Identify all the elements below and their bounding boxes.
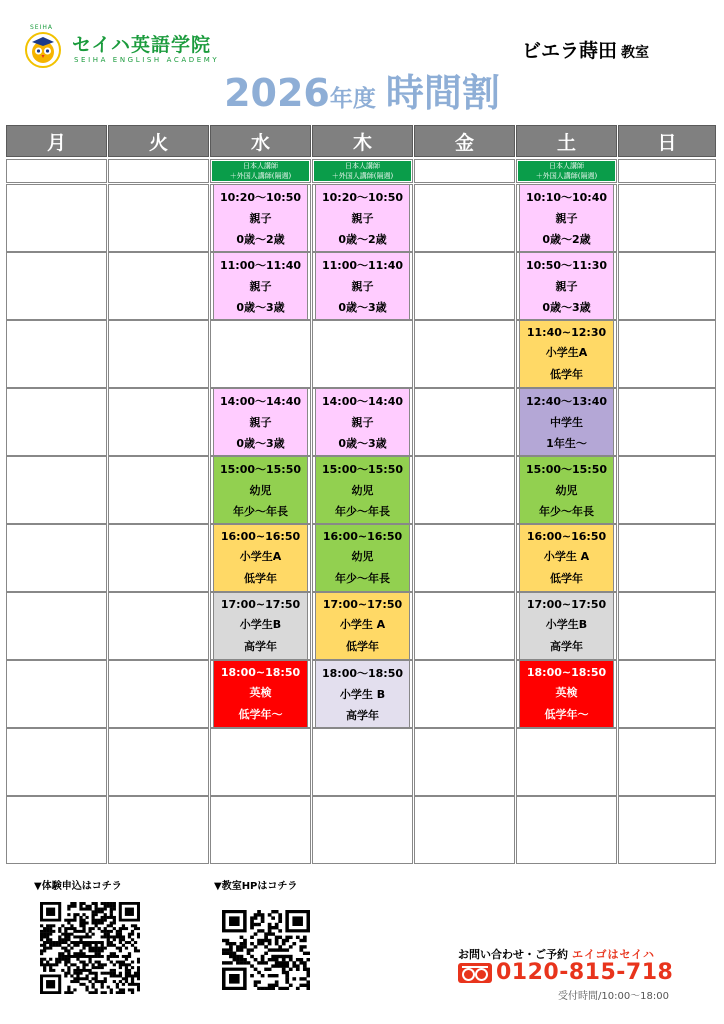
- teacher-tag-line2: ＋外国人講師(隔週): [331, 172, 394, 180]
- timetable-cell: [6, 252, 107, 320]
- class-slot[interactable]: [519, 456, 614, 524]
- timetable-cell: [414, 728, 515, 796]
- slot-age: 高学年: [346, 708, 379, 722]
- timetable-cell: [6, 456, 107, 524]
- title-nendo: 年度: [329, 86, 376, 112]
- contact-label: お問い合わせ・ご予約: [458, 948, 568, 961]
- timetable-cell: [6, 524, 107, 592]
- slot-age: 低学年: [550, 368, 583, 382]
- slot-time: 12:40～13:40: [525, 395, 608, 409]
- day-header: 木: [312, 125, 413, 157]
- slot-age: 低学年～: [544, 708, 589, 722]
- trial-qr-label: ▼体験申込はコチラ: [34, 881, 122, 892]
- timetable-cell: [210, 796, 311, 864]
- slot-age: 0歳～3歳: [236, 436, 285, 450]
- slot-time: 16:00~16:50: [322, 529, 403, 543]
- timetable-cell: [6, 184, 107, 252]
- slot-class: 幼児: [351, 483, 374, 497]
- slot-age: 0歳～2歳: [542, 232, 591, 246]
- timetable-cell: [618, 660, 716, 728]
- timetable-cell: [414, 184, 515, 252]
- timetable-cell: [108, 728, 209, 796]
- timetable-cell: [108, 184, 209, 252]
- catchphrase: エイゴはセイハ: [572, 948, 656, 961]
- slot-age: 1年生～: [546, 436, 587, 450]
- slot-age: 年少～年長: [539, 504, 594, 518]
- slot-age: 0歳～3歳: [338, 300, 387, 314]
- class-slot[interactable]: [519, 660, 614, 728]
- timetable-cell: [618, 456, 716, 524]
- phone-line[interactable]: [458, 960, 673, 985]
- slot-class: 小学生B: [545, 618, 588, 632]
- class-slot[interactable]: [213, 252, 308, 320]
- timetable-cell: [108, 524, 209, 592]
- class-slot[interactable]: [519, 252, 614, 320]
- teacher-tag-line2: ＋外国人講師(隔週): [229, 172, 292, 180]
- timetable-cell: [414, 456, 515, 524]
- slot-time: 11:00～11:40: [219, 259, 302, 273]
- class-slot[interactable]: [213, 524, 308, 592]
- class-slot[interactable]: [315, 592, 410, 660]
- timetable-cell: [312, 796, 413, 864]
- timetable-cell: [618, 320, 716, 388]
- timetable-cell: [312, 728, 413, 796]
- timetable-cell: [618, 728, 716, 796]
- timetable-cell: [108, 796, 209, 864]
- slot-time: 10:50～11:30: [525, 259, 608, 273]
- class-slot[interactable]: [213, 456, 308, 524]
- timetable-grid: [6, 125, 717, 865]
- title-year: 2026: [224, 71, 330, 115]
- slot-time: 15:00～15:50: [525, 463, 608, 477]
- slot-time: 16:00~16:50: [220, 529, 301, 543]
- logo-subtitle: SEIHA ENGLISH ACADEMY: [74, 56, 220, 64]
- timetable-cell: [618, 796, 716, 864]
- class-slot[interactable]: [519, 184, 614, 252]
- slot-time: 14:00～14:40: [219, 395, 302, 409]
- slot-class: 親子: [351, 415, 374, 429]
- day-header: 日: [618, 125, 716, 157]
- slot-time: 10:10～10:40: [525, 191, 608, 205]
- day-header: 金: [414, 125, 515, 157]
- timetable-cell: [414, 320, 515, 388]
- slot-time: 11:40~12:30: [526, 325, 607, 339]
- contact-block: [458, 946, 690, 1002]
- class-slot[interactable]: [213, 388, 308, 456]
- timetable-cell: [6, 388, 107, 456]
- timetable-cell: [108, 592, 209, 660]
- slot-class: 親子: [249, 211, 272, 225]
- class-slot[interactable]: [213, 592, 308, 660]
- day-header: 月: [6, 125, 107, 157]
- teacher-tag-cell: [108, 159, 209, 183]
- slot-age: 高学年: [244, 640, 277, 654]
- teacher-tag-line2: ＋外国人講師(隔週): [535, 172, 598, 180]
- teacher-tag-cell: [516, 159, 617, 183]
- slot-class: 幼児: [249, 483, 272, 497]
- slot-time: 14:00～14:40: [321, 395, 404, 409]
- timetable-cell: [6, 796, 107, 864]
- slot-class: 親子: [249, 279, 272, 293]
- qr-code-icon: [40, 902, 140, 994]
- timetable-cell: [516, 728, 617, 796]
- timetable-cell: [618, 524, 716, 592]
- class-slot[interactable]: [519, 524, 614, 592]
- slot-time: 15:00～15:50: [219, 463, 302, 477]
- class-slot[interactable]: [315, 660, 410, 728]
- class-slot[interactable]: [315, 456, 410, 524]
- class-slot[interactable]: [315, 388, 410, 456]
- class-slot[interactable]: [519, 320, 614, 388]
- teacher-tag-cell: [618, 159, 716, 183]
- teacher-tag-line1: 日本人講師: [345, 162, 380, 170]
- timetable-cell: [312, 320, 413, 388]
- timetable-cell: [108, 252, 209, 320]
- slot-time: 15:00～15:50: [321, 463, 404, 477]
- logo-top-text: SEIHA: [30, 24, 53, 31]
- slot-age: 低学年: [550, 572, 583, 586]
- day-header: 火: [108, 125, 209, 157]
- slot-age: 0歳～2歳: [338, 232, 387, 246]
- slot-age: 0歳～3歳: [542, 300, 591, 314]
- teacher-tag: [518, 161, 615, 181]
- class-slot[interactable]: [519, 388, 614, 456]
- free-dial-icon: [458, 963, 492, 983]
- day-header: 水: [210, 125, 311, 157]
- slot-time: 18:00～18:50: [321, 667, 404, 681]
- school-name: [522, 36, 649, 63]
- slot-class: 親子: [555, 211, 578, 225]
- slot-time: 17:00~17:50: [526, 597, 607, 611]
- slot-age: 低学年～: [238, 708, 283, 722]
- slot-time: 10:20～10:50: [321, 191, 404, 205]
- timetable-cell: [6, 728, 107, 796]
- logo-name: セイハ英語学院: [72, 34, 212, 56]
- title-text: 時間割: [385, 71, 500, 115]
- school-suffix: 教室: [621, 45, 650, 61]
- class-slot[interactable]: [315, 184, 410, 252]
- slot-age: 0歳～2歳: [236, 232, 285, 246]
- slot-age: 0歳～3歳: [236, 300, 285, 314]
- phone-number: 0120-815-718: [496, 960, 674, 985]
- reception-hours: 受付時間/10:00～18:00: [558, 991, 670, 1002]
- slot-time: 18:00~18:50: [526, 665, 607, 679]
- timetable-cell: [6, 320, 107, 388]
- trial-qr-code[interactable]: [40, 902, 140, 994]
- slot-class: 幼児: [351, 550, 374, 564]
- slot-age: 低学年: [346, 640, 379, 654]
- slot-age: 高学年: [550, 640, 583, 654]
- timetable-cell: [414, 660, 515, 728]
- slot-class: 英検: [555, 686, 578, 700]
- slot-time: 11:00～11:40: [321, 259, 404, 273]
- hp-qr-label: ▼教室HPはコチラ: [214, 881, 298, 892]
- timetable-cell: [108, 456, 209, 524]
- slot-age: 0歳～3歳: [338, 436, 387, 450]
- teacher-tag-cell: [210, 159, 311, 183]
- slot-class: 小学生B: [239, 618, 282, 632]
- slot-class: 小学生 A: [543, 550, 590, 564]
- timetable-cell: [210, 320, 311, 388]
- timetable-cell: [414, 252, 515, 320]
- timetable-cell: [108, 320, 209, 388]
- timetable-cell: [108, 388, 209, 456]
- page-title: [0, 62, 724, 117]
- timetable-cell: [414, 796, 515, 864]
- class-slot[interactable]: [213, 184, 308, 252]
- slot-class: 小学生A: [239, 550, 282, 564]
- class-slot[interactable]: [519, 592, 614, 660]
- timetable-cell: [210, 728, 311, 796]
- teacher-tag: [314, 161, 411, 181]
- slot-class: 親子: [555, 279, 578, 293]
- qr-code-icon: [222, 910, 310, 990]
- class-slot[interactable]: [315, 252, 410, 320]
- hp-qr-code[interactable]: [222, 910, 310, 990]
- teacher-tag-cell: [6, 159, 107, 183]
- slot-class: 小学生 B: [339, 687, 386, 701]
- school-name-text: ビエラ蒔田: [522, 40, 618, 62]
- slot-age: 年少～年長: [335, 504, 390, 518]
- class-slot[interactable]: [213, 660, 308, 728]
- slot-age: 年少～年長: [233, 504, 288, 518]
- slot-class: 幼児: [555, 483, 578, 497]
- timetable-cell: [618, 388, 716, 456]
- timetable-cell: [516, 796, 617, 864]
- slot-time: 18:00~18:50: [220, 665, 301, 679]
- slot-class: 小学生 A: [339, 618, 386, 632]
- timetable-cell: [618, 252, 716, 320]
- teacher-tag-line1: 日本人講師: [549, 162, 584, 170]
- slot-class: 親子: [351, 211, 374, 225]
- timetable-cell: [618, 184, 716, 252]
- teacher-tag-cell: [312, 159, 413, 183]
- slot-class: 小学生A: [545, 346, 588, 360]
- teacher-tag-line1: 日本人講師: [243, 162, 278, 170]
- slot-time: 10:20～10:50: [219, 191, 302, 205]
- slot-class: 親子: [249, 415, 272, 429]
- slot-age: 年少～年長: [335, 572, 390, 586]
- timetable-cell: [414, 524, 515, 592]
- class-slot[interactable]: [315, 524, 410, 592]
- teacher-tag-cell: [414, 159, 515, 183]
- slot-class: 英検: [249, 686, 272, 700]
- timetable-cell: [414, 388, 515, 456]
- timetable-cell: [6, 660, 107, 728]
- timetable-cell: [108, 660, 209, 728]
- timetable-cell: [6, 592, 107, 660]
- slot-age: 低学年: [244, 572, 277, 586]
- slot-time: 17:00~17:50: [220, 597, 301, 611]
- teacher-tag: [212, 161, 309, 181]
- slot-class: 中学生: [550, 415, 583, 429]
- slot-time: 17:00~17:50: [322, 597, 403, 611]
- timetable-cell: [414, 592, 515, 660]
- slot-time: 16:00~16:50: [526, 529, 607, 543]
- timetable-cell: [618, 592, 716, 660]
- day-header: 土: [516, 125, 617, 157]
- slot-class: 親子: [351, 279, 374, 293]
